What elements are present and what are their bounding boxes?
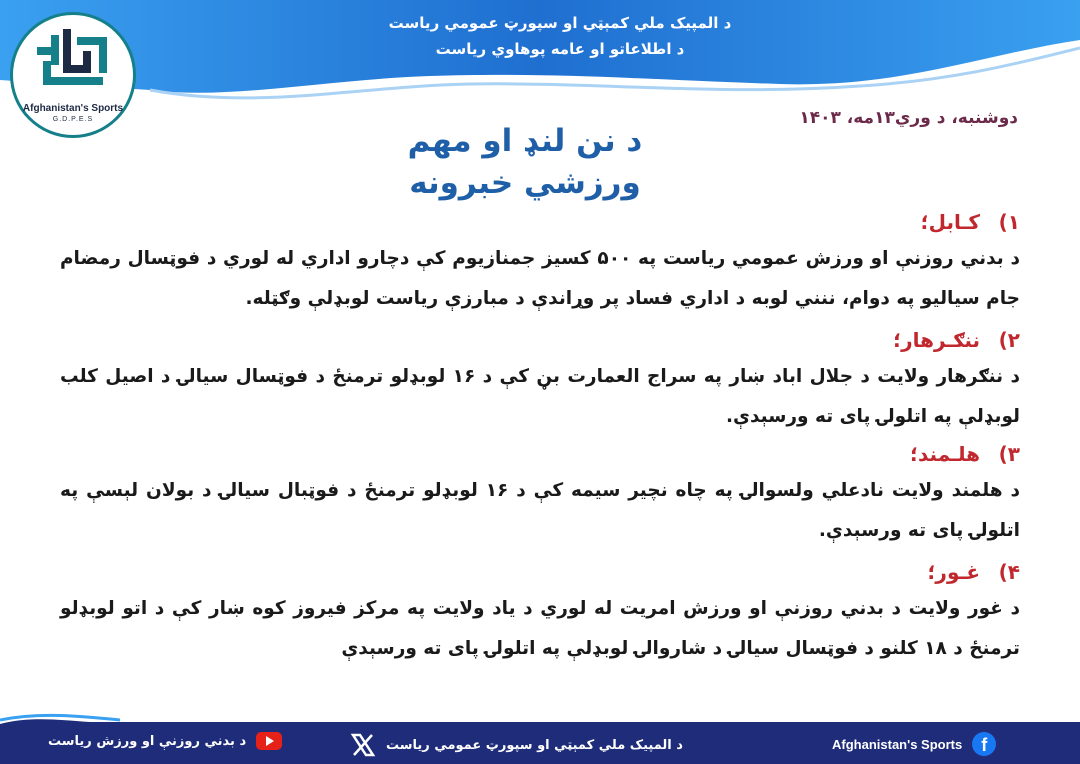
- section-number: ۱): [998, 210, 1020, 234]
- section-body: د بدني روزنې او ورزش عمومي ریاست په ۵۰۰ کسیز جمنازیوم کې دچارو اداري له لوري د فوټسال رمضام جام سیالیو په دوام، ننني لوبه د اداري فساد پر وړاندې د مبارزې ریاست لوبډلې وګټله.: [60, 248, 1020, 309]
- section-body: د هلمند ولایت نادعلي ولسوالۍ په چاه نچیر سیمه کې د ۱۶ لوبډلو ترمنځ د فوټبال سیالۍ د بولان لېسې په اتلولۍ پای ته ورسېدې.: [60, 480, 1020, 541]
- section-number: ۴): [998, 560, 1020, 584]
- section-title: ننګـرهار؛: [893, 328, 980, 352]
- logo: [10, 12, 136, 138]
- news-item-ghor: [60, 555, 1020, 669]
- title-line-1: د نن لنډ او مهم: [407, 123, 643, 159]
- news-item-kabul: [60, 205, 1020, 319]
- page-title: [330, 120, 720, 204]
- footer-x-label: د المپیک ملي کمېټي او سپورټ عمومي ریاست: [386, 737, 683, 753]
- logo-subtitle: G.D.P.E.S: [52, 116, 94, 123]
- header-org-name: د المپیک ملي کمېټي او سپورټ عمومي ریاست: [388, 14, 732, 32]
- section-heading: [60, 555, 1020, 589]
- news-item-helmand: [60, 437, 1020, 551]
- section-body: د ننګرهار ولایت د جلال اباد ښار په سراج العمارت بڼ کې د ۱۶ لوبډلو ترمنځ د فوټسال سیالۍ د اصیل کلب لوبډلې په اتلولۍ پای ته ورسېدې.: [60, 366, 1020, 427]
- section-number: ۲): [998, 328, 1020, 352]
- section-heading: [60, 205, 1020, 239]
- section-title: کـابل؛: [920, 210, 980, 234]
- header-text: [300, 10, 820, 62]
- footer-x[interactable]: [350, 732, 683, 758]
- footer-facebook[interactable]: [832, 732, 996, 756]
- section-title: هلـمند؛: [910, 442, 980, 466]
- logo-name: Afghanistan's Sports: [22, 103, 124, 114]
- header-department: د اطلاعاتو او عامه پوهاوي ریاست: [435, 40, 685, 58]
- title-line-2: ورزشي خبرونه: [409, 165, 641, 201]
- section-number: ۳): [998, 442, 1020, 466]
- facebook-icon: f: [972, 732, 996, 756]
- x-icon: [350, 732, 376, 758]
- section-body: د غور ولایت د بدني روزنې او ورزش امریت له لوري د یاد ولایت په مرکز فیروز کوه ښار کې د اتو لوبډلو ترمنځ د ۱۸ کلنو د فوټسال سیالۍ د شاروالۍ لوبډلې په اتلولۍ پای ته ورسېدې: [60, 598, 1020, 659]
- section-heading: [60, 323, 1020, 357]
- logo-mark-icon: [35, 29, 111, 101]
- footer-youtube[interactable]: [48, 732, 282, 750]
- date: دوشنبه، د وري۱۳مه، ۱۴۰۳: [799, 108, 1018, 128]
- section-heading: [60, 437, 1020, 471]
- footer-youtube-label: د بدني روزنې او ورزش ریاست: [48, 733, 247, 749]
- news-item-nangarhar: [60, 323, 1020, 437]
- section-title: غـور؛: [927, 560, 980, 584]
- youtube-icon: [256, 732, 282, 750]
- footer-facebook-label: Afghanistan's Sports: [832, 736, 963, 752]
